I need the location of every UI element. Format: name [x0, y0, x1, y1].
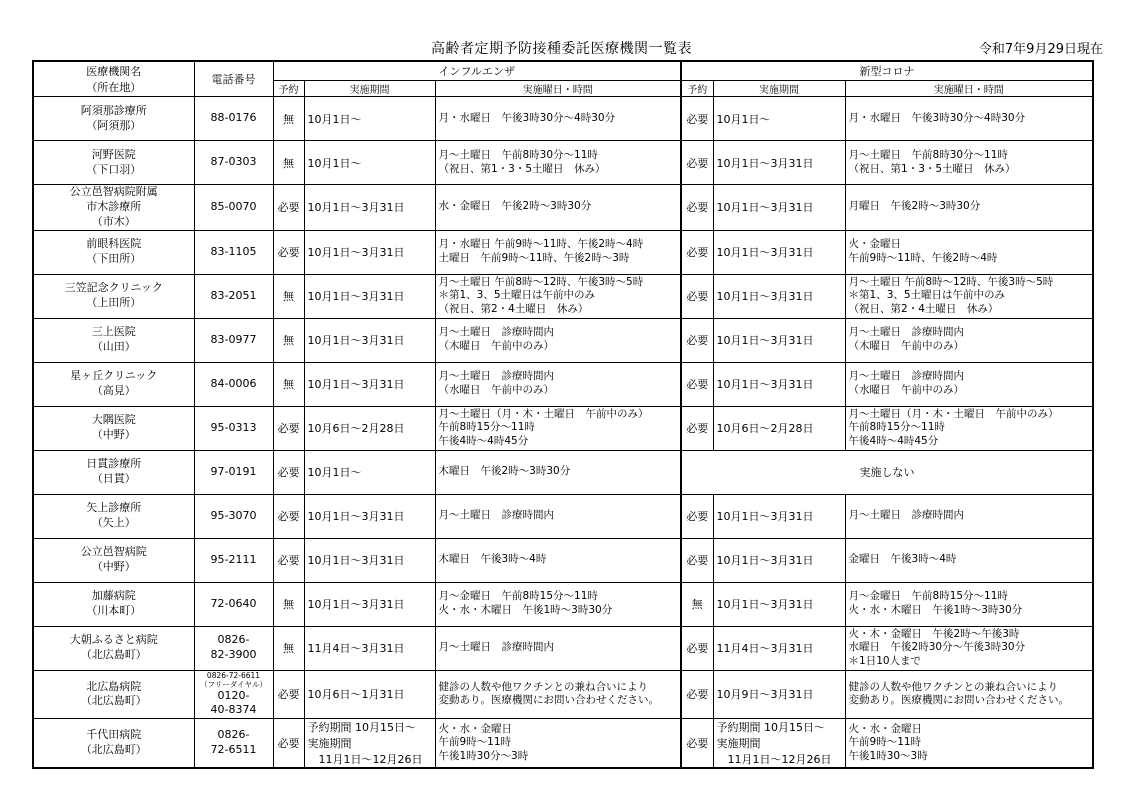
covid-reservation: 必要	[681, 230, 713, 274]
clinic-name: 河野医院 （下口羽）	[33, 141, 194, 185]
covid-not-offered: 実施しない	[681, 450, 1093, 494]
clinic-name: 大朝ふるさと病院 （北広島町）	[33, 626, 194, 670]
header-covid-times: 実施曜日・時間	[845, 81, 1093, 97]
covid-reservation: 無	[681, 582, 713, 626]
flu-period: 11月4日～3月31日	[304, 626, 435, 670]
covid-period: 10月1日～3月31日	[713, 230, 845, 274]
covid-reservation: 必要	[681, 719, 713, 769]
covid-reservation: 必要	[681, 97, 713, 141]
clinic-name: 加藤病院 （川本町）	[33, 582, 194, 626]
clinic-phone	[194, 185, 273, 231]
flu-period: 10月1日～3月31日	[304, 185, 435, 231]
header-covid-reservation: 予約	[681, 81, 713, 97]
covid-period: 10月1日～3月31日	[713, 538, 845, 582]
flu-times: 月～土曜日 午前8時30分～11時 （祝日、第1・3・5土曜日 休み）	[435, 141, 681, 185]
covid-times: 火・金曜日 午前9時～11時、午後2時～4時	[845, 230, 1093, 274]
header-name	[33, 61, 194, 97]
flu-reservation: 必要	[273, 538, 304, 582]
table-row	[33, 582, 1093, 626]
clinic-name: 公立邑智病院 （中野）	[33, 538, 194, 582]
covid-period: 10月1日～	[713, 97, 845, 141]
flu-reservation: 無	[273, 318, 304, 362]
flu-period: 10月1日～	[304, 97, 435, 141]
clinic-name: 北広島病院 （北広島町）	[33, 670, 194, 719]
flu-times: 月～金曜日 午前8時15分～11時 火・水・木曜日 午後1時～3時30分	[435, 582, 681, 626]
clinic-phone-number: 87-0303	[210, 155, 257, 169]
covid-period: 10月1日～3月31日	[713, 494, 845, 538]
flu-reservation: 必要	[273, 670, 304, 719]
clinic-phone-number: 84-0006	[210, 376, 257, 390]
covid-times: 月～土曜日 診療時間内	[845, 494, 1093, 538]
covid-period: 10月6日～2月28日	[713, 406, 845, 450]
covid-times: 月～土曜日 診療時間内 （水曜日 午前中のみ）	[845, 362, 1093, 406]
covid-reservation: 必要	[681, 185, 713, 231]
clinic-name: 阿須那診療所 （阿須那）	[33, 97, 194, 141]
header-influenza: インフルエンザ	[273, 61, 681, 81]
clinic-phone	[194, 450, 273, 494]
flu-reservation: 必要	[273, 719, 304, 769]
clinic-name: 大隅医院 （中野）	[33, 406, 194, 450]
clinic-phone	[194, 538, 273, 582]
flu-reservation: 必要	[273, 185, 304, 231]
clinic-phone-number: 95-2111	[210, 552, 257, 566]
covid-period: 11月4日～3月31日	[713, 626, 845, 670]
covid-reservation: 必要	[681, 538, 713, 582]
header-name-line1: 医療機関名	[86, 65, 142, 78]
clinic-phone	[194, 230, 273, 274]
covid-times: 金曜日 午後3時～4時	[845, 538, 1093, 582]
covid-reservation: 必要	[681, 141, 713, 185]
table-row	[33, 230, 1093, 274]
flu-reservation: 無	[273, 141, 304, 185]
header-covid: 新型コロナ	[681, 61, 1093, 81]
covid-times: 火・木・金曜日 午後2時～午後3時 水曜日 午後2時30分～午後3時30分 ＊1日10人まで	[845, 626, 1093, 670]
flu-times: 月～土曜日（月・木・土曜日 午前中のみ） 午前8時15分～11時 午後4時～4時45分	[435, 406, 681, 450]
clinic-phone-secondary: 0826-72-6611 （フリーダイヤル）	[200, 670, 267, 689]
clinic-phone-number: 95-3070	[210, 508, 257, 522]
table-row	[33, 185, 1093, 231]
flu-period: 10月1日～	[304, 450, 435, 494]
clinic-name: 三笠記念クリニック （上田所）	[33, 274, 194, 318]
covid-times: 月曜日 午後2時～3時30分	[845, 185, 1093, 231]
clinic-name: 日貫診療所 （日貫）	[33, 450, 194, 494]
clinic-phone-number: 0826- 82-3900	[210, 633, 257, 662]
flu-times: 木曜日 午後2時～3時30分	[435, 450, 681, 494]
clinic-phone-number: 83-2051	[210, 288, 257, 302]
clinic-phone	[194, 362, 273, 406]
covid-reservation: 必要	[681, 274, 713, 318]
table-row	[33, 97, 1093, 141]
clinic-name: 千代田病院 （北広島町）	[33, 719, 194, 769]
clinic-phone	[194, 719, 273, 769]
flu-period: 予約期間 10月15日～ 実施期間 11月1日～12月26日	[304, 719, 435, 769]
table-row	[33, 719, 1093, 769]
table-row	[33, 362, 1093, 406]
flu-period: 10月1日～	[304, 141, 435, 185]
flu-times: 月～土曜日 診療時間内 （水曜日 午前中のみ）	[435, 362, 681, 406]
covid-period: 10月1日～3月31日	[713, 274, 845, 318]
clinic-phone	[194, 141, 273, 185]
clinic-name: 前眼科医院 （下田所）	[33, 230, 194, 274]
covid-reservation: 必要	[681, 494, 713, 538]
table-row	[33, 141, 1093, 185]
clinic-phone-number: 83-1105	[210, 244, 257, 258]
flu-reservation: 必要	[273, 494, 304, 538]
flu-times: 月～土曜日 診療時間内	[435, 626, 681, 670]
covid-times: 月～土曜日 午前8時30分～11時 （祝日、第1・3・5土曜日 休み）	[845, 141, 1093, 185]
flu-period: 10月6日～1月31日	[304, 670, 435, 719]
flu-period: 10月1日～3月31日	[304, 494, 435, 538]
flu-times: 健診の人数や他ワクチンとの兼ね合いにより 変動あり。医療機関にお問い合わせください。	[435, 670, 681, 719]
covid-times: 月・水曜日 午後3時30分～4時30分	[845, 97, 1093, 141]
table-row	[33, 670, 1093, 719]
clinic-phone-number: 95-0313	[210, 420, 257, 434]
flu-reservation: 無	[273, 582, 304, 626]
flu-times: 月～土曜日 午前8時～12時、午後3時～5時 ＊第1、3、5土曜日は午前中のみ （祝日、第2・4土曜日 休み）	[435, 274, 681, 318]
flu-period: 10月1日～3月31日	[304, 538, 435, 582]
header-phone: 電話番号	[194, 61, 273, 97]
clinic-phone	[194, 318, 273, 362]
covid-times: 月～土曜日（月・木・土曜日 午前中のみ） 午前8時15分～11時 午後4時～4時45分	[845, 406, 1093, 450]
clinic-phone-number: 85-0070	[210, 199, 257, 213]
covid-reservation: 必要	[681, 406, 713, 450]
flu-reservation: 無	[273, 97, 304, 141]
header-flu-times: 実施曜日・時間	[435, 81, 681, 97]
covid-period: 10月1日～3月31日	[713, 582, 845, 626]
covid-period: 10月1日～3月31日	[713, 318, 845, 362]
flu-period: 10月1日～3月31日	[304, 274, 435, 318]
table-row	[33, 274, 1093, 318]
flu-times: 水・金曜日 午後2時～3時30分	[435, 185, 681, 231]
clinic-phone-number: 0120- 40-8374	[210, 688, 257, 717]
document-title: 高齢者定期予防接種委託医療機関一覧表	[431, 41, 692, 57]
flu-period: 10月1日～3月31日	[304, 362, 435, 406]
header-covid-period: 実施期間	[713, 81, 845, 97]
clinic-phone-number: 0826- 72-6511	[210, 728, 257, 757]
header-flu-reservation: 予約	[273, 81, 304, 97]
clinic-phone	[194, 406, 273, 450]
clinic-phone	[194, 494, 273, 538]
flu-period: 10月1日～3月31日	[304, 318, 435, 362]
flu-times: 月・水曜日 午後3時30分～4時30分	[435, 97, 681, 141]
covid-reservation: 必要	[681, 670, 713, 719]
header-flu-period: 実施期間	[304, 81, 435, 97]
flu-period: 10月1日～3月31日	[304, 230, 435, 274]
covid-reservation: 必要	[681, 626, 713, 670]
covid-times: 月～金曜日 午前8時15分～11時 火・水・木曜日 午後1時～3時30分	[845, 582, 1093, 626]
table-row	[33, 318, 1093, 362]
header-name-line2: （所在地）	[86, 81, 142, 94]
flu-times: 木曜日 午後3時～4時	[435, 538, 681, 582]
clinic-phone-number: 88-0176	[210, 111, 257, 125]
covid-period: 10月1日～3月31日	[713, 362, 845, 406]
header-row	[33, 61, 1093, 81]
table-row	[33, 538, 1093, 582]
clinic-phone	[194, 626, 273, 670]
clinic-name: 公立邑智病院附属 市木診療所 （市木）	[33, 185, 194, 231]
covid-period: 10月1日～3月31日	[713, 141, 845, 185]
table-row	[33, 406, 1093, 450]
clinic-phone-number: 97-0191	[210, 464, 257, 478]
covid-times: 月～土曜日 午前8時～12時、午後3時～5時 ＊第1、3、5土曜日は午前中のみ （祝日、第2・4土曜日 休み）	[845, 274, 1093, 318]
flu-reservation: 必要	[273, 406, 304, 450]
flu-times: 火・水・金曜日 午前9時～11時 午後1時30分～3時	[435, 719, 681, 769]
document-date: 令和7年9月29日現在	[978, 42, 1103, 57]
covid-period: 10月9日～3月31日	[713, 670, 845, 719]
clinic-name: 矢上診療所 （矢上）	[33, 494, 194, 538]
clinic-phone	[194, 670, 273, 719]
table-row	[33, 494, 1093, 538]
clinic-phone-number: 83-0977	[210, 332, 257, 346]
clinic-phone	[194, 582, 273, 626]
covid-times: 月～土曜日 診療時間内 （木曜日 午前中のみ）	[845, 318, 1093, 362]
flu-reservation: 無	[273, 626, 304, 670]
covid-times: 火・水・金曜日 午前9時～11時 午後1時30～3時	[845, 719, 1093, 769]
clinic-name: 星ヶ丘クリニック （高見）	[33, 362, 194, 406]
clinic-table	[32, 60, 1094, 769]
covid-reservation: 必要	[681, 362, 713, 406]
flu-reservation: 無	[273, 274, 304, 318]
flu-period: 10月6日～2月28日	[304, 406, 435, 450]
flu-times: 月～土曜日 診療時間内 （木曜日 午前中のみ）	[435, 318, 681, 362]
flu-times: 月・水曜日 午前9時～11時、午後2時～4時 土曜日 午前9時～11時、午後2時～3時	[435, 230, 681, 274]
flu-period: 10月1日～3月31日	[304, 582, 435, 626]
covid-reservation: 必要	[681, 318, 713, 362]
covid-period: 10月1日～3月31日	[713, 185, 845, 231]
flu-times: 月～土曜日 診療時間内	[435, 494, 681, 538]
flu-reservation: 必要	[273, 450, 304, 494]
flu-reservation: 無	[273, 362, 304, 406]
table-row	[33, 450, 1093, 494]
table-row	[33, 626, 1093, 670]
covid-times: 健診の人数や他ワクチンとの兼ね合いにより 変動あり。医療機関にお問い合わせください。	[845, 670, 1093, 719]
clinic-phone	[194, 97, 273, 141]
flu-reservation: 必要	[273, 230, 304, 274]
clinic-phone	[194, 274, 273, 318]
covid-period: 予約期間 10月15日～ 実施期間 11月1日～12月26日	[713, 719, 845, 769]
clinic-name: 三上医院 （山田）	[33, 318, 194, 362]
clinic-phone-number: 72-0640	[210, 596, 257, 610]
